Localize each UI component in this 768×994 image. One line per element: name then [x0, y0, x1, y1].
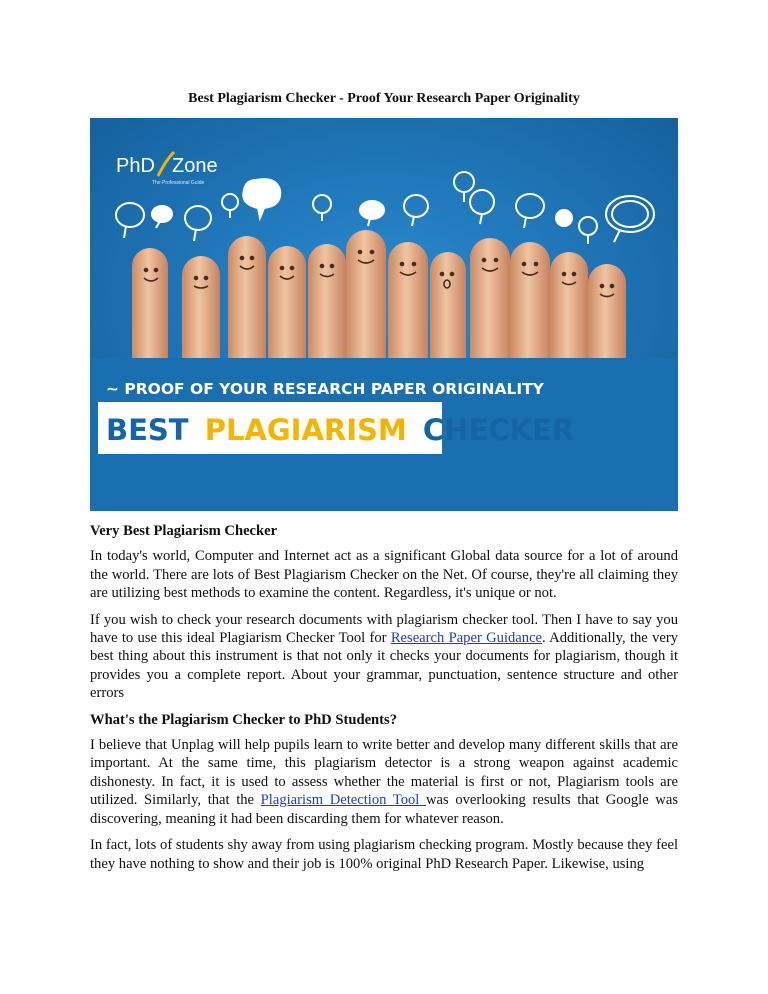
plagiarism-detection-tool-link[interactable]: Plagiarism Detection Tool [260, 792, 426, 809]
research-paper-guidance-link[interactable]: Research Paper Guidance [390, 630, 543, 647]
document-body [90, 522, 678, 881]
paragraph-intro: In today's world, Computer and Internet act as a significant Global data source for a lot of around the world. There are lots of Best Plagiarism Checker on the Net. Of course, they're all claiming they are utilizing best methods to examine the content. Regardless, it's unique or not. [90, 548, 678, 602]
document-title: Best Plagiarism Checker - Proof Your Research Paper Originality [188, 91, 580, 106]
logo-text-zone: Zone [172, 155, 218, 177]
logo-text-phd: PhD [116, 155, 155, 177]
paragraph-students: In fact, lots of students shy away from using plagiarism checking program. Mostly because they feel they have nothing to show and their job is 100% original PhD Research Paper. Likewise, using [90, 837, 678, 872]
paragraph-unplag: I believe that Unplag will help pupils learn to write better and develop many different skills that are important. At the same time, this plagiarism detector is a strong weapon against academic dishonesty. In fact, it is used to assess whether the material is first or not, Plagiarism tools are utilized. Similarly, that the Plagiarism Detection Tool was overlooking results that Google was discovering, meaning it had been discarding them for whatever reason. [90, 737, 679, 827]
banner-headline: BEST PLAGIARISM CHECKER [106, 413, 575, 447]
paragraph-checker-tool: If you wish to check your research documents with plagiarism checker tool. Then I have to say you have to use this ideal Plagiarism Checker Tool for Research Paper Guidance. Additionally, the very best thing about this instrument is that not only it checks your documents for plagiarism, though it provides you a complete report. About your grammar, punctuation, sentence structure and other errors [90, 611, 678, 702]
logo-tagline: The Professional Guide [152, 180, 205, 186]
banner-subtitle: ~ PROOF OF YOUR RESEARCH PAPER ORIGINALITY [106, 380, 544, 398]
banner-image [90, 118, 678, 511]
section-heading-very-best: Very Best Plagiarism Checker [90, 523, 278, 539]
section-heading-phd-students: What's the Plagiarism Checker to PhD Students? [90, 711, 398, 728]
